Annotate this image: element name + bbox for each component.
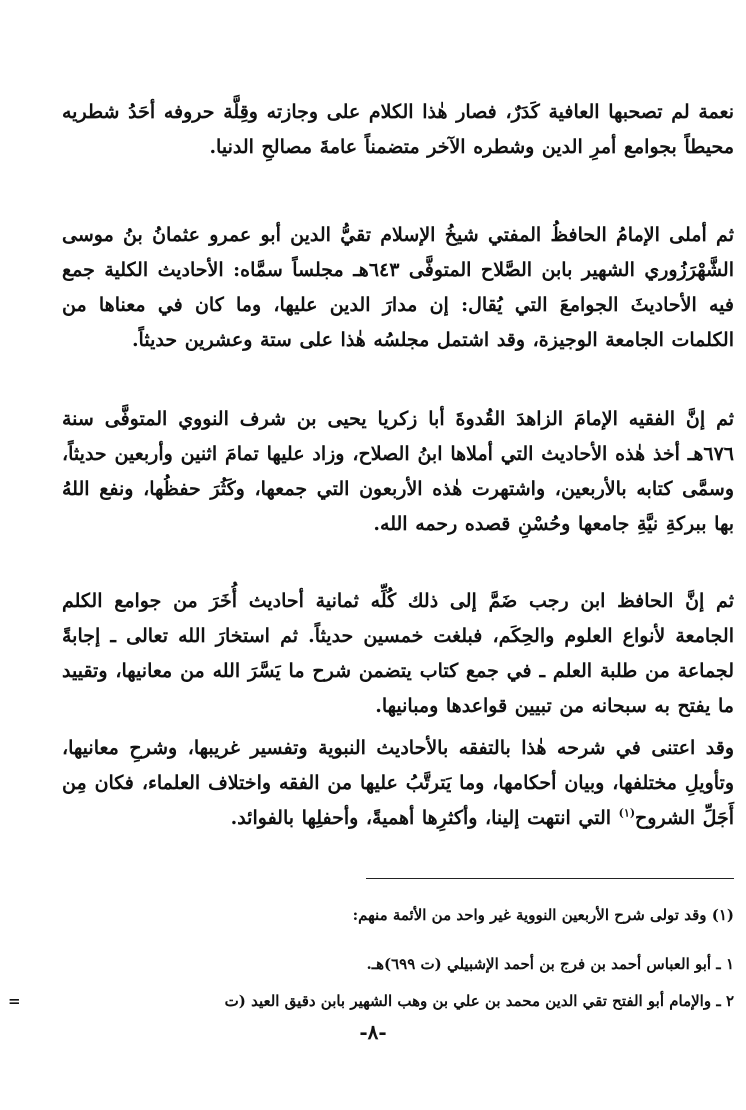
page-number: -٨-: [359, 1020, 387, 1044]
paragraph-5-text-after-note: التي انتهت إلينا، وأكثرِها أهميةً، وأحفلِها بالفوائد.: [230, 807, 619, 829]
footnote-continuation-mark: =: [8, 992, 21, 1010]
footnote-reference[interactable]: (١): [618, 806, 636, 820]
footnote-intro: (١) وقد تولى شرح الأربعين النووية غير واحد من الأئمة منهم:: [352, 906, 734, 924]
footnote-item-2: ٢ ـ والإمام أبو الفتح تقي الدين محمد بن علي بن وهب الشهير بابن دقيق العيد (ت: [224, 992, 734, 1010]
paragraph-5: [62, 712, 734, 855]
footnote-separator: [366, 878, 734, 879]
paragraph-5-text-before-note: وقد اعتنى في شرحه هٰذا بالتفقه بالأحاديث النبوية وتفسير غريبها، وشرحِ معانيها، وتأويلِ مختلفها، وبيان أحكامها، وما يَترتَّبُ عليها من الفقه واختلاف العلماء، فكان مِن أَجَلِّ الشروح: [62, 737, 734, 829]
paragraph-1: نعمة لم تصحبها العافية كَدَرٌ، فصار هٰذا الكلام على وجازته وقِلَّة حروفه أحَدُ شطريه محيطاً بجوامع أمرِ الدين وشطره الآخر متضمناً عامةَ مصالحِ الدنيا.: [62, 101, 734, 158]
paragraph-2: ثم أملى الإمامُ الحافظُ المفتي شيخُ الإسلام تقيُّ الدين أبو عمرو عثمانُ بنُ موسى الشَّهْرَزُوري الشهير بابن الصَّلاح المتوفَّى ٦٤٣هـ مجلساً سمَّاه: الأحاديث الكلية جمع فيه الأحاديثَ الجوامعَ التي يُقال: إن مدارَ الدين عليها، وما كان في معناها من الكلمات الجامعة الوجيزة، وقد اشتمل مجلسُه هٰذا على ستة وعشرين حديثاً.: [62, 224, 734, 351]
paragraph-3: ثم إنَّ الفقيه الإمامَ الزاهدَ القُدوةَ أبا زكريا يحيى بن شرف النووي المتوفَّى سنة ٦٧٦هـ أخذ هٰذه الأحاديث التي أملاها ابنُ الصلاح، وزاد عليها تمامَ اثنين وأربعين حديثاً، وسمَّى كتابه بالأربعين، واشتهرت هٰذه الأربعون التي جمعها، وكَثُرَ حفظُها، ونفع اللهُ بها ببركةِ نيَّةِ جامعها وحُسْنِ قصده رحمه الله.: [62, 408, 734, 535]
paragraph-4: ثم إنَّ الحافظ ابن رجب ضَمَّ إلى ذلك كُلِّه ثمانية أحاديث أُخَرَ من جوامع الكلم الجامعة لأنواع العلوم والحِكَم، فبلغت خمسين حديثاً. ثم استخارَ الله تعالى ـ إجابةً لجماعة من طلبة العلم ـ في جمع كتاب يتضمن شرح ما يَسَّرَ الله من معانيها، وتقييد ما يفتح به سبحانه من تبيين قواعدها ومبانيها.: [62, 590, 734, 717]
footnote-item-1: ١ ـ أبو العباس أحمد بن فرج بن أحمد الإشبيلي (ت ٦٩٩)هـ.: [366, 955, 734, 973]
